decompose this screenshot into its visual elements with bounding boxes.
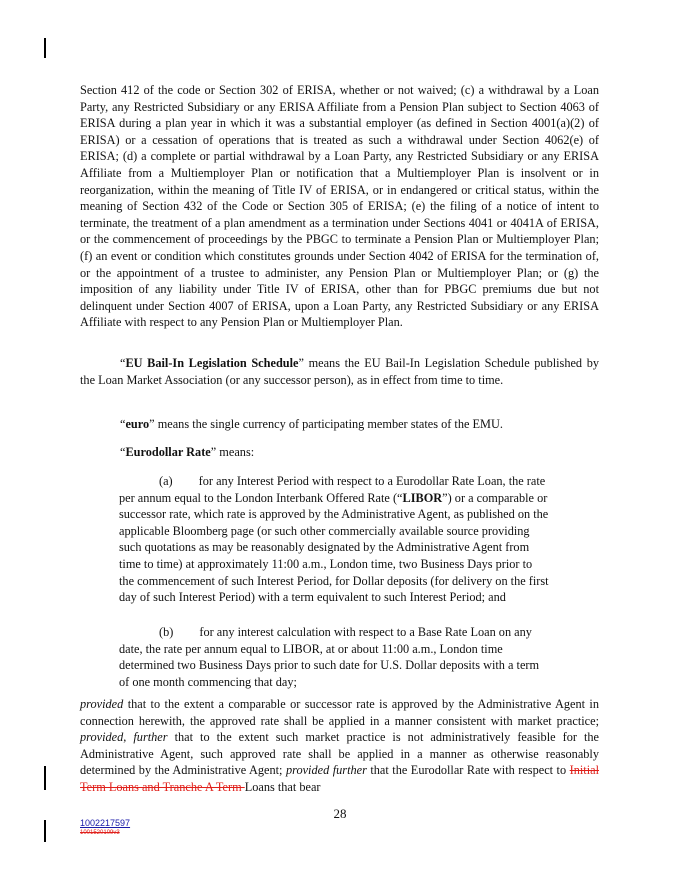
clause-text-after: ”) or a comparable or successor rate, which rate is approved by the Administrative Agent, as published on the applicable Bloomberg page (or such other commercially available source providing such quotations as may be reasonably designated by the Administrative Agent from time to time) at approximately 11:00 a.m., London time, two Business Days prior to the commencement of such Interest Period, for Dollar deposits (for delivery on the first day of such Interest Period) with a term equivalent to such Interest Period; and xyxy=(119,490,549,605)
definition-text: means: xyxy=(216,445,255,459)
para1-text: Section 412 of the code or Section 302 of ERISA, whether or not waived; (c) a withdrawal by a Loan Party, any Restricted Subsidiary or any ERISA Affiliate from a Pension Plan subject to Section 4063 of ERISA during a plan year in which it was a substantial employer (as defined in Section 4001(a)(2) of ERISA) or a cessation of operations that is treated as such a withdrawal under Section 4062(e) of ERISA; (d) a complete or partial withdrawal by a Loan Party, any Restricted Subsidiary or any ERISA Affiliate from a Multiemployer Plan or notification that a Multiemployer Plan is insolvent or in reorganization, within the meaning of Title IV of ERISA, or in endangered or critical status, within the meaning of Section 432 of the Code or Section 305 of ERISA; (e) the filing of a notice of intent to terminate, the treatment of a plan amendment as a termination under Sections 4041 or 4041A of ERISA, or the commencement of proceedings by the PBGC to terminate a Pension Plan or Multiemployer Plan; (f) an event or condition which constitutes grounds under Section 4042 of ERISA for the termination of, or the appointment of a trustee to administer, any Pension Plan or Multiemployer Plan; or (g) the imposition of any liability under Title IV of ERISA, other than for PBGC premiums due but not delinquent under Section 4007 of ERISA, upon a Loan Party, any Restricted Subsidiary or any ERISA Affiliate with respect to any Pension Plan or Multiemployer Plan. xyxy=(80,83,599,330)
document-id-deleted: 1001520109v3 xyxy=(80,830,120,836)
clause-text: for any interest calculation with respect to a Base Rate Loan on any date, the rate per annum equal to LIBOR, at or about 11:00 a.m., London time determined two Business Days prior to such date for U.S. Dollar deposits with a term of one month commencing that day; xyxy=(119,625,540,689)
document-id: 1002217597 xyxy=(80,818,131,828)
proviso-text-3: that the Eurodollar Rate with respect to xyxy=(366,763,570,778)
clause-a xyxy=(119,473,549,606)
proviso-text-1: that to the extent a comparable or successor rate is approved by the Administrative Agent in connection herewith, the approved rate shall be applied in a manner consistent with market practice; xyxy=(80,697,599,728)
definition-text: means the EU Bail-In Legislation Schedule published by the Loan Market Association (or any successor person), as in effect from time to time. xyxy=(80,356,599,387)
clause-text-before: for any Interest Period with respect to a Eurodollar Rate Loan, the rate per annum equal to the London Interbank Offered Rate (“ xyxy=(119,474,546,505)
further-term: further xyxy=(133,730,168,745)
change-bar-bottom-1 xyxy=(44,766,46,790)
defined-term: euro xyxy=(125,417,150,431)
provided-term: provided xyxy=(80,697,124,711)
open-quote: “ xyxy=(120,417,126,431)
provided-term: provided xyxy=(80,730,124,745)
change-bar-top xyxy=(44,38,46,58)
deleted-text: Initial Term Loans and Tranche A Term xyxy=(80,763,599,794)
proviso-paragraph xyxy=(80,696,599,796)
change-bar-bottom-2 xyxy=(44,820,46,842)
defined-term: EU Bail-In Legislation Schedule xyxy=(125,356,299,370)
provided-further-term: provided further xyxy=(285,763,367,778)
definition-text: means the single currency of participating member states of the EMU. xyxy=(154,417,503,431)
clause-label: (b) xyxy=(159,625,174,639)
definition-eurodollar-rate xyxy=(120,444,254,461)
clause-b xyxy=(119,624,549,690)
proviso-comma: , xyxy=(123,730,134,745)
close-quote: ” xyxy=(210,445,217,459)
defined-term-libor: LIBOR xyxy=(402,490,443,505)
proviso-text-2: that to the extent such market practice is not administratively feasible for the Administrative Agent, such approved rate shall be applied in a manner as otherwise reasonably determined by the Administrative Agent; xyxy=(80,730,599,778)
open-quote: “ xyxy=(120,445,126,459)
close-quote: ” xyxy=(298,356,304,370)
erisa-event-continuation xyxy=(80,82,599,331)
proviso-text-4: Loans that bear xyxy=(244,779,321,794)
definition-euro xyxy=(120,416,503,433)
open-quote: “ xyxy=(120,356,126,370)
clause-label: (a) xyxy=(159,474,173,488)
page-number: 28 xyxy=(333,806,347,821)
defined-term: Eurodollar Rate xyxy=(125,445,211,459)
close-quote: ” xyxy=(149,417,155,431)
definition-eu-bail-in xyxy=(80,355,599,388)
